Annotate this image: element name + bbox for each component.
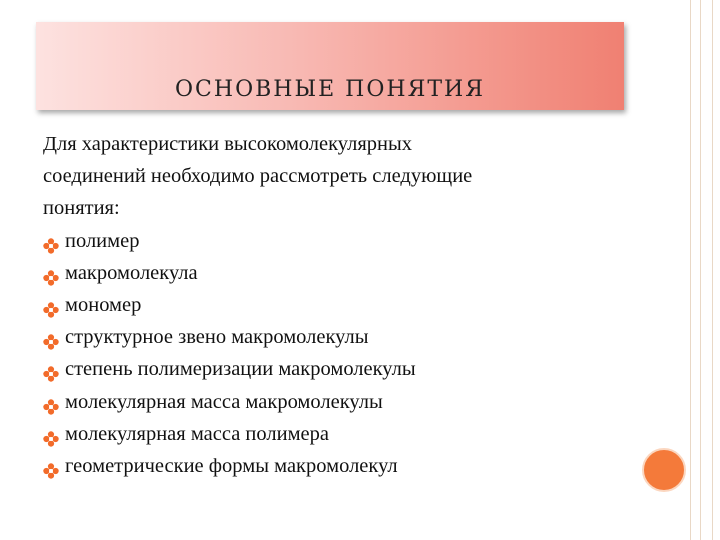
flower-icon [43, 425, 59, 441]
flower-icon [43, 360, 59, 376]
intro-line: понятия: [43, 197, 120, 220]
list-item-text: геометрические формы макромолекул [65, 455, 398, 478]
list-item-text: мономер [65, 294, 142, 317]
flower-icon [43, 328, 59, 344]
intro-paragraph [43, 128, 643, 225]
list-item [43, 450, 643, 482]
border-line [712, 0, 713, 540]
list-item [43, 257, 643, 289]
list-item [43, 418, 643, 450]
list-item-text: молекулярная масса полимера [65, 422, 330, 445]
list-item-text: молекулярная масса макромолекулы [65, 390, 383, 413]
list-item-text: степень полимеризации макромолекулы [65, 358, 416, 381]
list-item [43, 225, 643, 257]
slide-title: ОСНОВНЫЕ ПОНЯТИЯ [175, 77, 485, 102]
list-item [43, 289, 643, 321]
border-line [690, 0, 691, 540]
list-item-text: полимер [65, 229, 140, 252]
list-item [43, 321, 643, 353]
flower-icon [43, 264, 59, 280]
flower-icon [43, 393, 59, 409]
list-item-text: макромолекула [65, 261, 198, 284]
border-line [700, 0, 701, 540]
flower-icon [43, 296, 59, 312]
concept-list [43, 225, 643, 483]
right-border-lines [690, 0, 720, 540]
flower-icon [43, 232, 59, 248]
list-item-text: структурное звено макромолекулы [65, 326, 369, 349]
decorative-circle [642, 448, 686, 492]
intro-line: Для характеристики высокомолекулярных [43, 133, 413, 155]
flower-icon [43, 457, 59, 473]
slide-content [43, 128, 643, 482]
title-banner [36, 22, 624, 110]
list-item [43, 386, 643, 418]
list-item [43, 353, 643, 385]
intro-line: соединений необходимо рассмотреть следующие [43, 165, 473, 188]
